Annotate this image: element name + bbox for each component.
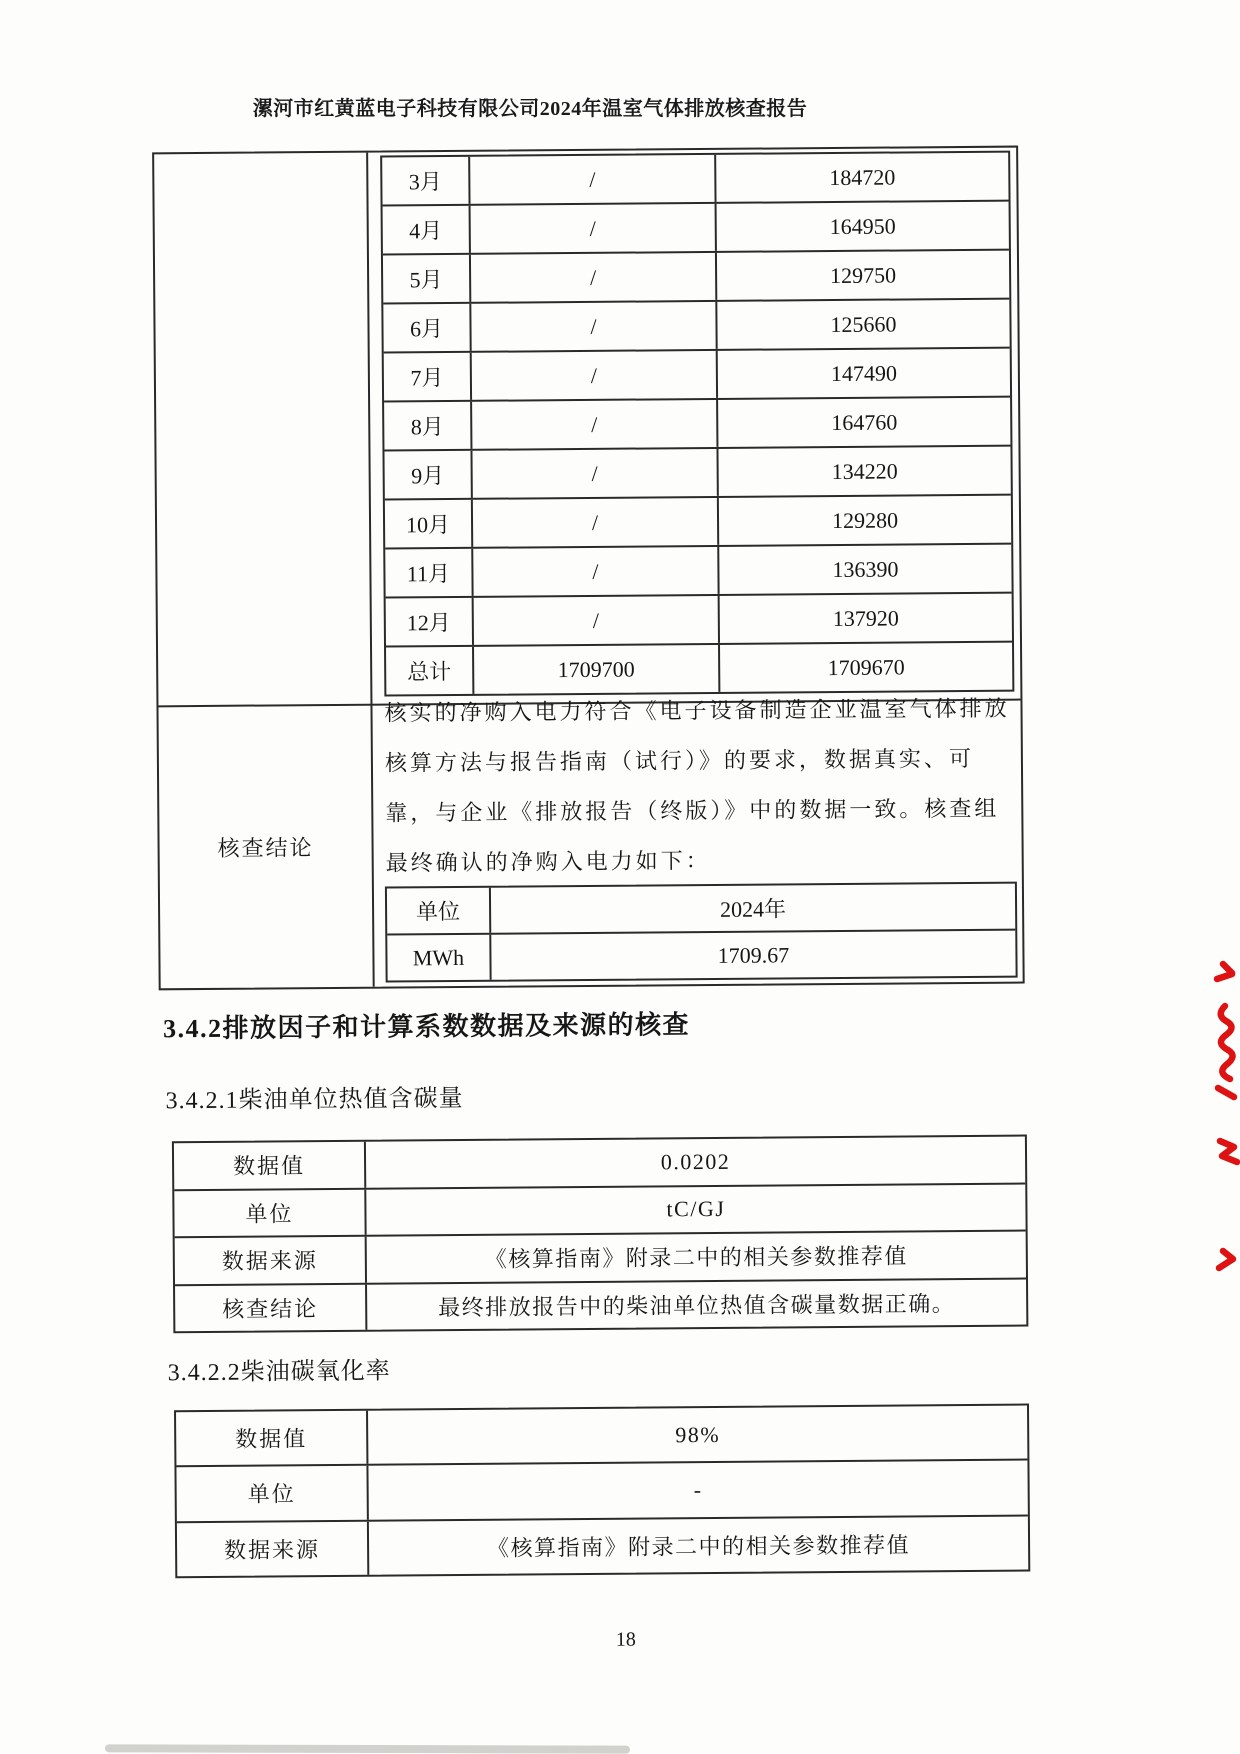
table-row <box>382 153 1008 207</box>
month-cell: 8月 <box>384 402 472 450</box>
diesel-carbon-content-table <box>172 1135 1028 1334</box>
month-cell: 7月 <box>384 353 472 401</box>
table-row <box>175 1232 1026 1286</box>
purchased-cell: / <box>471 253 717 302</box>
row-value-cell: 最终排放报告中的柴油单位热值含碳量数据正确。 <box>438 1290 956 1320</box>
value-cell: 1709.67 <box>717 941 790 968</box>
table-row <box>174 1137 1025 1191</box>
purchased-cell: / <box>471 204 717 253</box>
purchased-cell: / <box>474 596 720 645</box>
row-value-cell: - <box>693 1477 703 1503</box>
verified-cell: 164760 <box>831 409 898 435</box>
table-row <box>385 545 1011 599</box>
purchased-cell: / <box>472 449 718 498</box>
verified-cell: 134220 <box>831 458 898 484</box>
red-ink-marks <box>1202 948 1240 1282</box>
table-row <box>384 398 1010 452</box>
confirmed-electricity-table <box>385 882 1018 983</box>
month-cell: 3月 <box>382 157 470 205</box>
verified-cell: 184720 <box>829 164 896 190</box>
row-value-cell: 0.0202 <box>660 1148 731 1175</box>
table-row <box>385 496 1011 550</box>
table-row <box>174 1184 1025 1238</box>
table-row <box>177 1516 1028 1576</box>
total-label-cell: 总计 <box>386 647 474 695</box>
month-cell: 10月 <box>385 500 473 548</box>
table-row <box>383 202 1009 256</box>
table-row <box>383 300 1009 354</box>
row-label-cell: 数据来源 <box>175 1237 367 1284</box>
verified-cell: 129280 <box>831 507 899 533</box>
year-header-cell: 2024年 <box>719 896 787 922</box>
table-row <box>384 447 1010 501</box>
verified-cell: 129750 <box>830 262 897 288</box>
table-row <box>176 1406 1027 1468</box>
page-number: 18 <box>615 1628 636 1651</box>
section-heading-3-4-2-2: 3.4.2.2柴油碳氧化率 <box>167 1358 391 1387</box>
row-label-cell: 单位 <box>176 1466 368 1521</box>
monthly-electricity-table <box>380 151 1014 697</box>
scan-edge-artifact <box>105 1744 630 1753</box>
row-label-cell: 数据值 <box>174 1142 366 1189</box>
section-heading-3-4-2: 3.4.2排放因子和计算系数数据及来源的核查 <box>162 1010 691 1044</box>
page-title: 漯河市红黄蓝电子科技有限公司2024年温室气体排放核查报告 <box>252 98 808 120</box>
row-label-cell: 单位 <box>174 1189 366 1236</box>
purchased-cell: / <box>471 302 717 351</box>
unit-header-cell: 单位 <box>387 888 491 934</box>
month-cell: 11月 <box>385 549 473 597</box>
table-row <box>383 251 1009 305</box>
table-row <box>387 931 1015 981</box>
row-value-cell: 《核算指南》附录二中的相关参数推荐值 <box>484 1243 908 1273</box>
table-row <box>384 349 1010 403</box>
purchased-cell: / <box>472 400 718 449</box>
purchased-cell: / <box>473 547 719 596</box>
month-cell: 12月 <box>386 598 474 646</box>
row-label-cell: 核查结论 <box>175 1284 367 1331</box>
month-cell: 9月 <box>384 451 472 499</box>
conclusion-paragraph: 核实的净购入电力符合《电子设备制造企业温室气体排放 核算方法与报告指南（试行）》的要求，数据真实、可 靠，与企业《排放报告（终版）》中的数据一致。核查组 最终确认的净购入电力如下： <box>384 695 1010 876</box>
purchased-cell: / <box>473 498 719 547</box>
conclusion-row-label: 核查结论 <box>217 835 314 861</box>
row-label-cell: 数据来源 <box>177 1521 369 1576</box>
table-row <box>176 1461 1027 1523</box>
verified-cell: 136390 <box>832 556 899 582</box>
row-label-cell: 数据值 <box>176 1411 368 1466</box>
diesel-oxidation-rate-table <box>174 1404 1030 1579</box>
total-purchased-cell: 1709700 <box>474 645 720 694</box>
table-row <box>175 1279 1026 1331</box>
verified-cell: 164950 <box>829 213 896 239</box>
table-row <box>387 884 1015 936</box>
month-cell: 6月 <box>383 304 471 352</box>
section-heading-3-4-2-1: 3.4.2.1柴油单位热值含碳量 <box>165 1085 464 1115</box>
purchased-cell: / <box>472 351 718 400</box>
verified-cell: 125660 <box>830 311 897 337</box>
purchased-cell: / <box>470 155 716 204</box>
row-value-cell: 98% <box>675 1421 721 1447</box>
row-value-cell: 《核算指南》附录二中的相关参数推荐值 <box>486 1532 911 1561</box>
month-cell: 5月 <box>383 255 471 303</box>
row-value-cell: tC/GJ <box>666 1196 726 1222</box>
verified-cell: 147490 <box>830 360 897 386</box>
verified-cell: 137920 <box>832 605 899 631</box>
total-verified-cell: 1709670 <box>827 653 905 680</box>
unit-cell: MWh <box>387 935 491 981</box>
month-cell: 4月 <box>383 206 471 254</box>
table-row <box>386 594 1012 648</box>
net-purchased-electricity-table <box>152 146 1025 991</box>
